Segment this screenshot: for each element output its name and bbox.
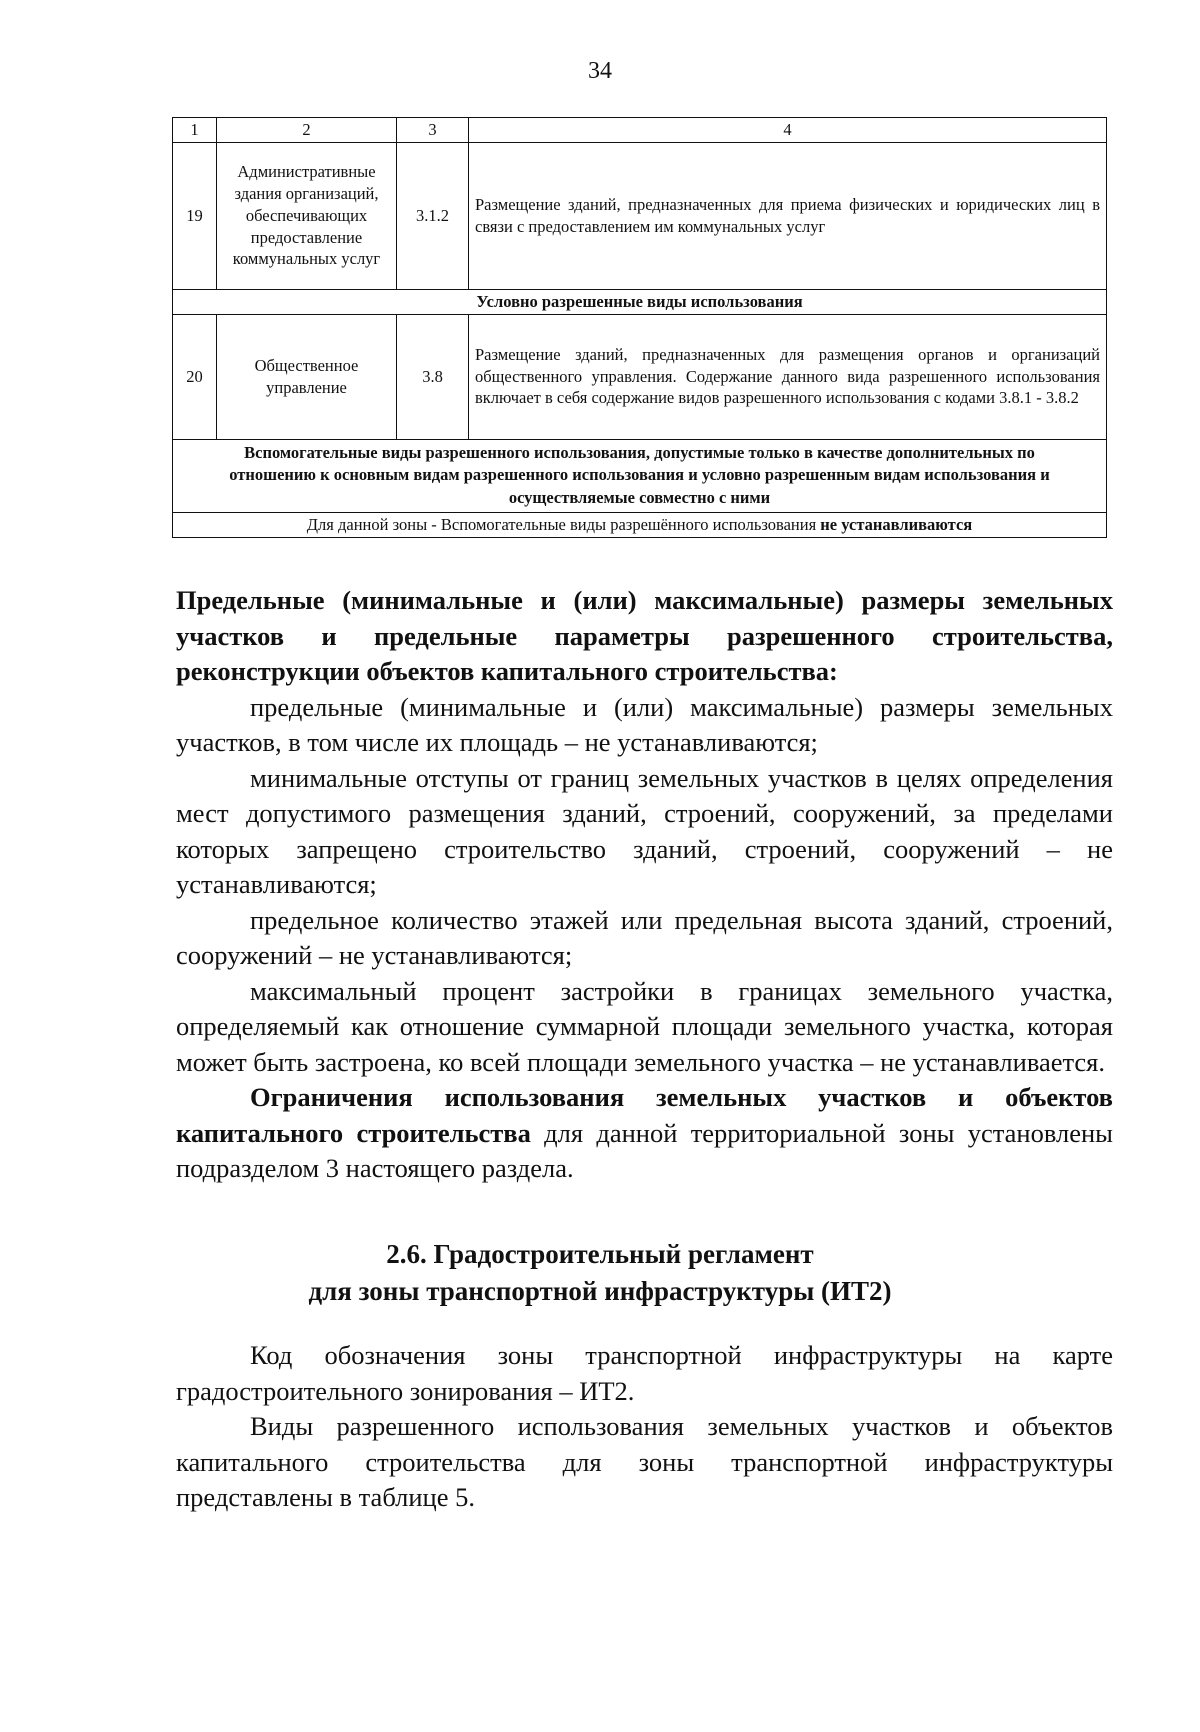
restrictions-bold: Ограничения использования земельных участков и объектов капитального строительства: [176, 1082, 1113, 1148]
section-title-auxiliary: Вспомогательные виды разрешенного использования, допустимые только в качестве дополнительных по отношению к основным видам разрешенного использования и условно разрешенным видам использования и осуществляемые совместно с ними: [173, 439, 1107, 512]
section-title-line-1: 2.6. Градостроительный регламент: [386, 1239, 814, 1269]
use-type-name: Общественное управление: [217, 314, 397, 439]
regulation-table: [172, 117, 1107, 538]
page-number: 34: [588, 58, 612, 84]
limits-paragraph: предельные (минимальные и (или) максимальные) размеры земельных участков, в том числе их площадь – не устанавливаются;: [176, 691, 1113, 757]
section-title-line-2: для зоны транспортной инфраструктуры (ИТ2): [308, 1276, 892, 1306]
use-type-name: Административные здания организаций, обеспечивающих предоставление коммунальных услуг: [217, 142, 397, 289]
section-paragraph: Виды разрешенного использования земельных участков и объектов капитального строительства для зоны транспортной инфраструктуры представлены в таблице 5.: [176, 1411, 1113, 1512]
header-cell-3: 3: [397, 118, 469, 143]
limits-block: [176, 583, 1113, 1187]
section-paragraph: Код обозначения зоны транспортной инфраструктуры на карте градостроительного зонирования – ИТ2.: [176, 1340, 1113, 1406]
table-header-row: [173, 118, 1107, 143]
restrictions-rest: для данной территориальной зоны установлены подразделом 3 настоящего раздела.: [176, 1117, 1113, 1183]
limits-paragraph: минимальные отступы от границ земельных участков в целях определения мест допустимого размещения зданий, строений, сооружений, за пределами которых запрещено строительство зданий, строений, сооружений – не устанавливаются;: [176, 762, 1113, 899]
section-body: [176, 1338, 1113, 1516]
section-row-auxiliary: [173, 439, 1107, 512]
use-type-code: 3.1.2: [397, 142, 469, 289]
auxiliary-note: [173, 512, 1107, 537]
auxiliary-note-row: [173, 512, 1107, 537]
section-title-conditional: Условно разрешенные виды использования: [173, 289, 1107, 314]
table-row: [173, 142, 1107, 289]
table-row: [173, 314, 1107, 439]
limits-heading: Предельные (минимальные и (или) максимальные) размеры земельных участков и предельные параметры разрешенного строительства, реконструкции объектов капитального строительства:: [176, 585, 1113, 686]
row-number: 19: [173, 142, 217, 289]
header-cell-1: 1: [173, 118, 217, 143]
use-type-description: Размещение зданий, предназначенных для размещения органов и организаций общественного управления. Содержание данного вида разрешенного использования включает в себя содержание видов разрешенного использования с кодами 3.8.1 - 3.8.2: [469, 314, 1107, 439]
use-type-description: Размещение зданий, предназначенных для приема физических и юридических лиц в связи с предоставлением им коммунальных услуг: [469, 142, 1107, 289]
section-heading: [0, 1236, 1200, 1310]
section-row-conditional: [173, 289, 1107, 314]
row-number: 20: [173, 314, 217, 439]
limits-paragraph: максимальный процент застройки в границах земельного участка, определяемый как отношение суммарной площади земельного участка, которая может быть застроена, ко всей площади земельного участка – не устанавливается.: [176, 975, 1113, 1077]
restrictions-paragraph: [176, 1080, 1113, 1187]
note-text: Для данной зоны - Вспомогательные виды разрешённого использования: [306, 514, 821, 534]
use-type-code: 3.8: [397, 314, 469, 439]
header-cell-2: 2: [217, 118, 397, 143]
limits-paragraph: предельное количество этажей или предельная высота зданий, строений, сооружений – не устанавливаются;: [176, 904, 1113, 970]
note-bold-text: не устанавливаются: [820, 514, 973, 534]
header-cell-4: 4: [469, 118, 1107, 143]
